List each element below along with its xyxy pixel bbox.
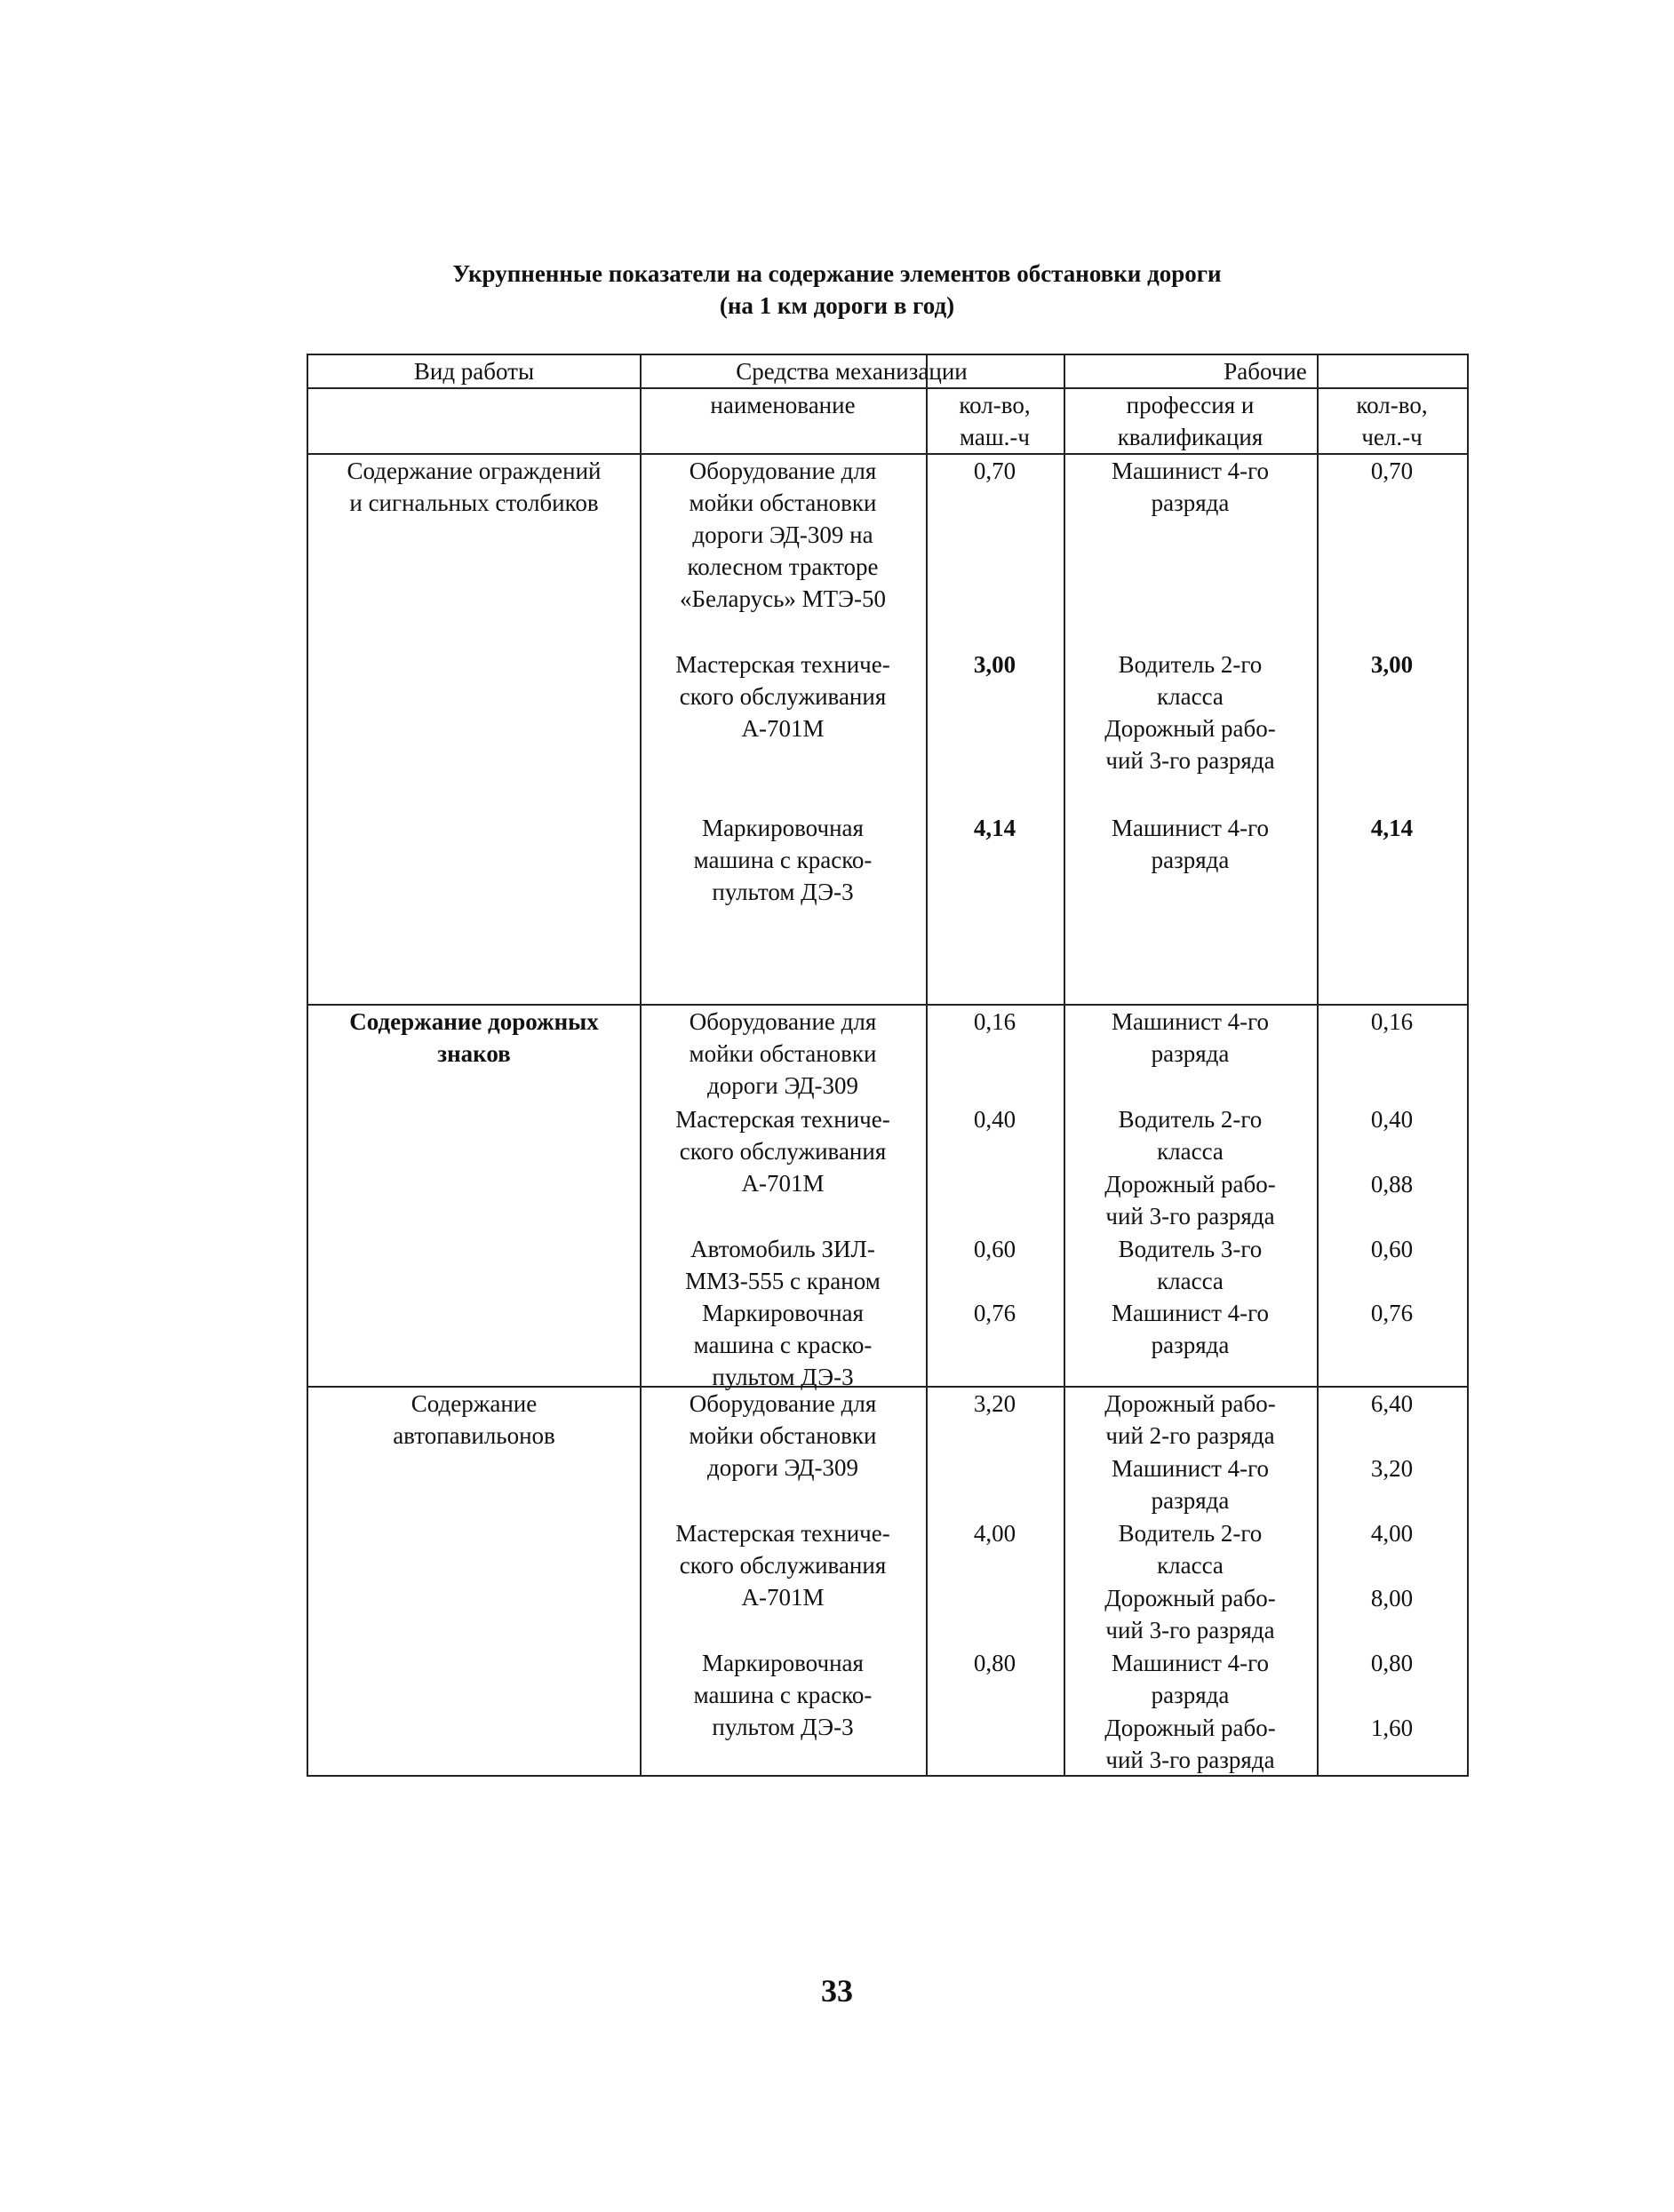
header-workers-qty-line-1: кол-во,: [1356, 392, 1428, 418]
equipment-name-cell-line: «Беларусь» МТЭ-50: [680, 585, 886, 612]
profession-cell-line: Водитель 2-го: [1118, 651, 1263, 678]
equipment-name-cell-line: Маркировочная: [702, 1300, 864, 1326]
machine-hours-cell: 4,00: [973, 1520, 1016, 1547]
profession-cell-line: разряда: [1151, 1040, 1230, 1067]
profession-cell-line: Водитель 3-го: [1118, 1236, 1263, 1262]
profession-cell: [1064, 1517, 1317, 1581]
man-hours-cell: 0,80: [1370, 1650, 1414, 1676]
header-work-type: Вид работы: [413, 358, 535, 385]
man-hours-cell: 0,70: [1370, 458, 1414, 484]
profession-cell-line: Машинист 4-го: [1111, 1008, 1270, 1035]
profession-cell-line: класса: [1157, 1138, 1224, 1165]
profession-cell: [1064, 1297, 1317, 1361]
header-mech-qty-line-2: маш.-ч: [960, 424, 1030, 450]
man-hours-cell: 3,00: [1370, 651, 1414, 678]
equipment-name-cell: [640, 1297, 926, 1393]
equipment-name-cell-line: мойки обстановки: [689, 489, 877, 516]
man-hours-cell: 4,14: [1370, 815, 1414, 841]
profession-cell-line: Дорожный рабо-: [1104, 1171, 1276, 1198]
profession-cell-line: чий 3-го разряда: [1105, 1747, 1275, 1773]
header-mechanization: Средства механизации: [736, 358, 968, 385]
man-hours-cell: 6,40: [1370, 1390, 1414, 1417]
equipment-name-cell-line: Мастерская техниче-: [675, 651, 890, 678]
profession-cell: [1064, 1452, 1317, 1516]
profession-cell-line: разряда: [1151, 1332, 1230, 1358]
work-type-cell-line: автопавильонов: [393, 1422, 555, 1449]
equipment-name-cell: [640, 1517, 926, 1613]
man-hours-cell: 8,00: [1370, 1585, 1414, 1611]
header-profession: [1064, 389, 1317, 453]
profession-cell: [1064, 1168, 1317, 1232]
profession-cell-line: Дорожный рабо-: [1104, 1390, 1276, 1417]
work-type-cell-line: знаков: [437, 1040, 511, 1067]
profession-cell-line: Машинист 4-го: [1111, 815, 1270, 841]
profession-cell: [1064, 1233, 1317, 1297]
machine-hours-cell: 0,76: [973, 1300, 1016, 1326]
work-type-cell: [308, 1006, 640, 1070]
equipment-name-cell: [640, 648, 926, 744]
equipment-name-cell-line: А-701М: [741, 1170, 825, 1197]
header-profession-line-2: квалификация: [1117, 424, 1263, 450]
equipment-name-cell-line: Оборудование для: [689, 1008, 877, 1035]
profession-cell-line: Дорожный рабо-: [1104, 1585, 1276, 1611]
header-profession-line-1: профессия и: [1126, 392, 1255, 418]
equipment-name-cell-line: машина с краско-: [693, 847, 873, 873]
machine-hours-cell: 0,16: [973, 1008, 1016, 1035]
equipment-name-cell-line: Мастерская техниче-: [675, 1520, 890, 1547]
header-mech-qty-line-1: кол-во,: [959, 392, 1031, 418]
equipment-name-cell-line: ского обслуживания: [679, 683, 887, 710]
man-hours-cell: 4,00: [1370, 1520, 1414, 1547]
machine-hours-cell: 3,20: [973, 1390, 1016, 1417]
equipment-name-cell-line: А-701М: [741, 1584, 825, 1611]
col-divider: [926, 355, 928, 1775]
profession-cell-line: Машинист 4-го: [1111, 1300, 1270, 1326]
profession-cell-line: разряда: [1151, 1487, 1230, 1514]
man-hours-cell: 0,40: [1370, 1106, 1414, 1133]
equipment-name-cell-line: пультом ДЭ-3: [712, 1714, 854, 1740]
header-workers: Рабочие: [1224, 358, 1307, 385]
man-hours-cell: 3,20: [1370, 1455, 1414, 1482]
profession-cell-line: класса: [1157, 683, 1224, 710]
equipment-name-cell-line: Оборудование для: [689, 1390, 877, 1417]
equipment-name-cell-line: Оборудование для: [689, 458, 877, 484]
profession-cell-line: разряда: [1151, 847, 1230, 873]
work-type-cell-line: Содержание ограждений: [347, 458, 602, 484]
document-title: [0, 258, 1674, 322]
profession-cell-line: разряда: [1151, 489, 1230, 516]
machine-hours-cell: 0,40: [973, 1106, 1016, 1133]
profession-cell-line: чий 3-го разряда: [1105, 1203, 1275, 1229]
work-type-cell: [308, 455, 640, 519]
work-type-cell-line: и сигнальных столбиков: [349, 489, 599, 516]
header-mech-qty: [926, 389, 1064, 453]
equipment-name-cell: [640, 812, 926, 908]
title-line-1: Укрупненные показатели на содержание элементов обстановки дороги: [452, 260, 1222, 287]
profession-cell: [1064, 812, 1317, 876]
equipment-name-cell-line: колесном тракторе: [687, 553, 879, 580]
work-type-cell-line: Содержание дорожных: [349, 1008, 599, 1035]
equipment-name-cell: [640, 1388, 926, 1484]
equipment-name-cell-line: Автомобиль ЗИЛ-: [690, 1236, 875, 1262]
page-number: 33: [821, 1973, 853, 2009]
equipment-name-cell-line: дороги ЭД-309: [707, 1072, 858, 1099]
equipment-name-cell: [640, 455, 926, 615]
col-divider: [1317, 355, 1319, 1775]
work-type-cell-line: Содержание: [411, 1390, 538, 1417]
profession-cell-line: чий 3-го разряда: [1105, 747, 1275, 774]
equipment-name-cell-line: мойки обстановки: [689, 1422, 877, 1449]
equipment-name-cell-line: мойки обстановки: [689, 1040, 877, 1067]
profession-cell-line: Машинист 4-го: [1111, 458, 1270, 484]
profession-cell: [1064, 1006, 1317, 1070]
man-hours-cell: 1,60: [1370, 1715, 1414, 1741]
profession-cell: [1064, 1388, 1317, 1452]
profession-cell-line: класса: [1157, 1268, 1224, 1294]
machine-hours-cell: 3,00: [973, 651, 1016, 678]
equipment-name-cell-line: ММЗ-555 с краном: [685, 1268, 881, 1294]
profession-cell-line: чий 2-го разряда: [1105, 1422, 1275, 1449]
indicators-table: [307, 354, 1469, 1777]
man-hours-cell: 0,88: [1370, 1171, 1414, 1198]
equipment-name-cell-line: машина с краско-: [693, 1682, 873, 1708]
profession-cell: [1064, 1647, 1317, 1711]
profession-cell: [1064, 1582, 1317, 1646]
equipment-name-cell-line: дороги ЭД-309 на: [692, 521, 873, 548]
equipment-name-cell-line: Маркировочная: [702, 1650, 864, 1676]
equipment-name-cell-line: ского обслуживания: [679, 1552, 887, 1579]
header-mech-name: наименование: [710, 392, 856, 418]
profession-cell-line: чий 3-го разряда: [1105, 1617, 1275, 1643]
work-type-cell: [308, 1388, 640, 1452]
profession-cell: [1064, 648, 1317, 776]
equipment-name-cell-line: А-701М: [741, 715, 825, 742]
equipment-name-cell-line: Мастерская техниче-: [675, 1106, 890, 1133]
profession-cell-line: Машинист 4-го: [1111, 1455, 1270, 1482]
machine-hours-cell: 0,80: [973, 1650, 1016, 1676]
profession-cell: [1064, 455, 1317, 519]
equipment-name-cell-line: Маркировочная: [702, 815, 864, 841]
machine-hours-cell: 0,60: [973, 1236, 1016, 1262]
man-hours-cell: 0,60: [1370, 1236, 1414, 1262]
profession-cell-line: Дорожный рабо-: [1104, 1715, 1276, 1741]
equipment-name-cell: [640, 1103, 926, 1199]
equipment-name-cell-line: пультом ДЭ-3: [712, 1364, 854, 1390]
equipment-name-cell: [640, 1647, 926, 1743]
equipment-name-cell-line: дороги ЭД-309: [707, 1454, 858, 1481]
equipment-name-cell-line: машина с краско-: [693, 1332, 873, 1358]
profession-cell: [1064, 1712, 1317, 1776]
man-hours-cell: 0,76: [1370, 1300, 1414, 1326]
equipment-name-cell: [640, 1233, 926, 1297]
equipment-name-cell: [640, 1006, 926, 1102]
profession-cell-line: разряда: [1151, 1682, 1230, 1708]
profession-cell-line: Водитель 2-го: [1118, 1106, 1263, 1133]
profession-cell-line: Машинист 4-го: [1111, 1650, 1270, 1676]
header-workers-qty-line-2: чел.-ч: [1361, 424, 1423, 450]
man-hours-cell: 0,16: [1370, 1008, 1414, 1035]
equipment-name-cell-line: пультом ДЭ-3: [712, 879, 854, 905]
header-workers-qty: [1317, 389, 1467, 453]
profession-cell: [1064, 1103, 1317, 1167]
machine-hours-cell: 0,70: [973, 458, 1016, 484]
profession-cell-line: класса: [1157, 1552, 1224, 1579]
equipment-name-cell-line: ского обслуживания: [679, 1138, 887, 1165]
profession-cell-line: Водитель 2-го: [1118, 1520, 1263, 1547]
profession-cell-line: Дорожный рабо-: [1104, 715, 1276, 742]
machine-hours-cell: 4,14: [973, 815, 1016, 841]
title-line-2: (на 1 км дороги в год): [719, 292, 955, 319]
